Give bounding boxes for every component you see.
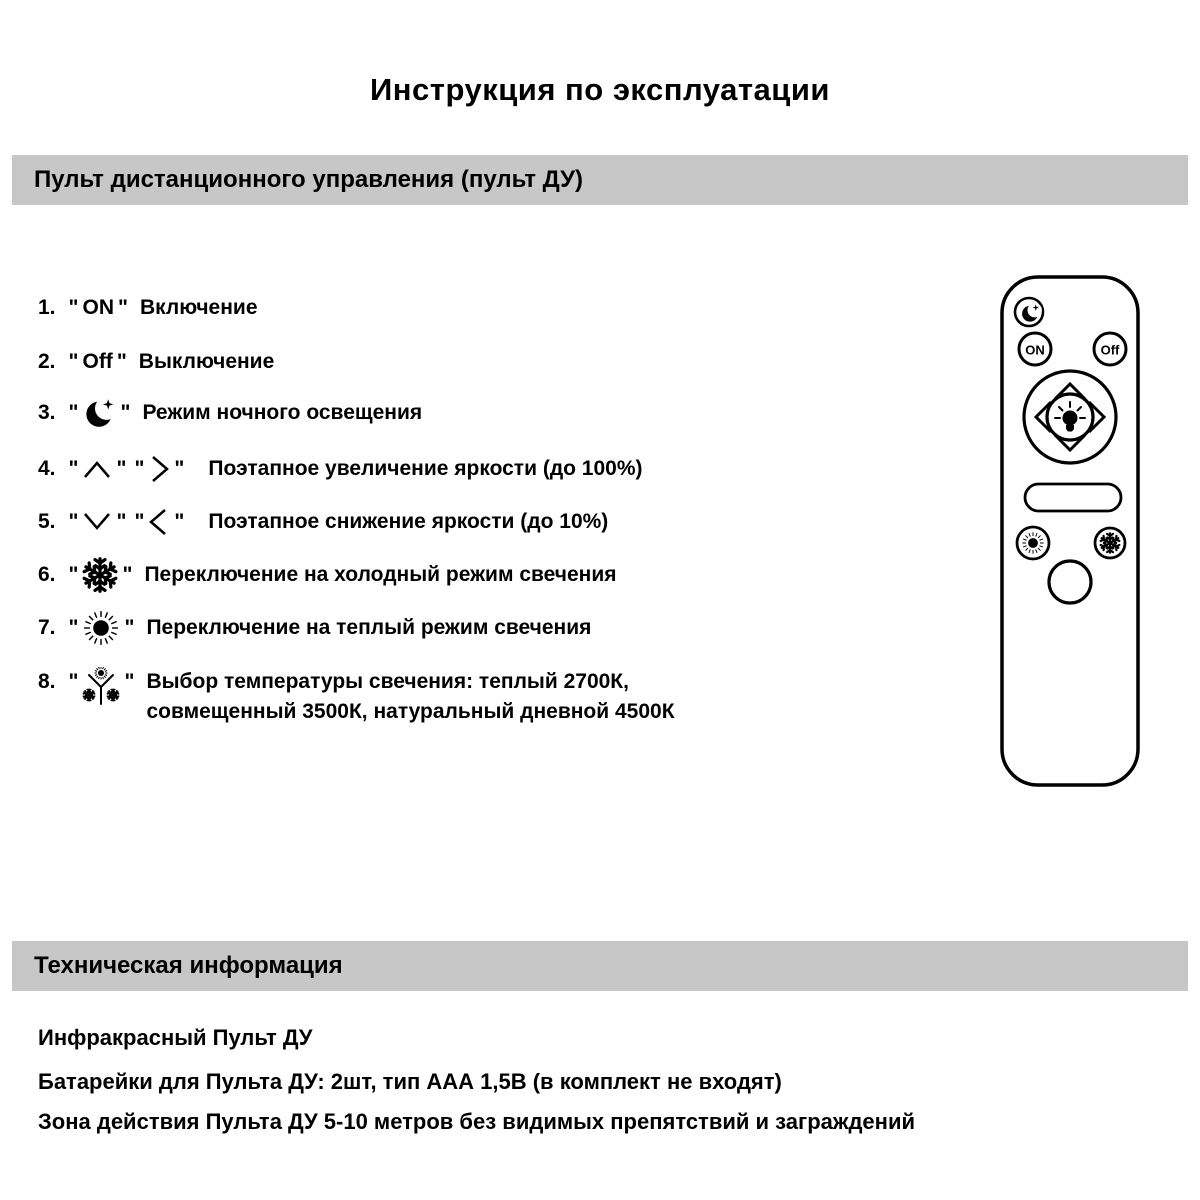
section-header-remote-label: Пульт дистанционного управления (пульт ДУ) [34, 166, 583, 193]
quote-mark: " [116, 510, 127, 533]
quote-mark: " [124, 616, 135, 639]
remote-control-illustration [1000, 275, 1140, 792]
quote-mark: " [116, 350, 127, 373]
quote-mark: " [174, 457, 185, 480]
item-number: 4. [38, 457, 56, 480]
instruction-item-3 [38, 396, 422, 430]
item-label: Поэтапное снижение яркости (до 10%) [208, 510, 609, 533]
item-number: 6. [38, 563, 56, 586]
section-header-remote [12, 155, 1188, 205]
item-label-line-1: Выбор температуры свечения: теплый 2700К, [146, 670, 629, 693]
quote-mark: " [120, 401, 131, 424]
snowflake-icon [82, 557, 118, 593]
quote-mark: " [122, 563, 133, 586]
quote-mark: " [174, 510, 185, 533]
chevron-left-icon [148, 506, 170, 538]
instruction-item-4 [38, 453, 643, 485]
instruction-item-1 [38, 293, 258, 323]
remote-pill-button [1025, 484, 1121, 511]
quote-mark: " [68, 616, 79, 639]
item-number: 2. [38, 350, 56, 373]
remote-warm-button [1017, 527, 1049, 559]
section-header-tech [12, 941, 1188, 991]
item-number: 1. [38, 296, 56, 319]
instruction-item-8 [38, 667, 675, 727]
chevron-down-icon [82, 511, 112, 533]
item-number: 8. [38, 670, 56, 693]
item-label-line-2: совмещенный 3500К, натуральный дневной 4500К [146, 700, 675, 723]
section-header-tech-label: Техническая информация [34, 952, 343, 979]
crescent-moon-icon [82, 396, 116, 430]
quote-mark: " [134, 510, 145, 533]
on-button-label: ON [82, 296, 114, 319]
instruction-item-7 [38, 610, 591, 646]
quote-mark: " [68, 401, 79, 424]
instruction-item-2 [38, 347, 274, 377]
quote-mark: " [68, 296, 79, 319]
tech-info-line-1: Инфракрасный Пульт ДУ [38, 1025, 313, 1050]
quote-mark: " [116, 457, 127, 480]
quote-mark: " [68, 670, 79, 693]
svg-text:ON: ON [1025, 342, 1045, 358]
remote-round-button [1049, 561, 1091, 603]
instruction-item-5 [38, 506, 608, 538]
warm-sun-icon [82, 609, 120, 647]
item-label: Режим ночного освещения [142, 401, 423, 424]
item-label: Переключение на холодный режим свечения [144, 563, 617, 586]
off-button-label: Off [82, 350, 113, 373]
quote-mark: " [134, 457, 145, 480]
tech-info-line-2: Батарейки для Пульта ДУ: 2шт, тип ААА 1,5В (в комплект не входят) [38, 1069, 782, 1094]
quote-mark: " [68, 510, 79, 533]
quote-mark: " [68, 350, 79, 373]
remote-night-mode-button [1015, 298, 1043, 326]
item-number: 5. [38, 510, 56, 533]
quote-mark: " [117, 296, 128, 319]
item-label: Поэтапное увеличение яркости (до 100%) [208, 457, 643, 480]
svg-text:Off: Off [1100, 342, 1120, 358]
item-label: Включение [139, 296, 258, 319]
page-title: Инструкция по эксплуатации [370, 72, 830, 107]
quote-mark: " [124, 670, 135, 693]
tech-info-line-3: Зона действия Пульта ДУ 5-10 метров без видимых препятствий и заграждений [38, 1109, 916, 1134]
remote-cold-button [1095, 528, 1125, 558]
temperature-select-icon [82, 667, 120, 707]
remote-off-button [1094, 333, 1126, 365]
item-label: Переключение на теплый режим свечения [146, 616, 592, 639]
remote-dpad [1024, 371, 1116, 463]
item-number: 7. [38, 616, 56, 639]
instruction-item-6 [38, 558, 617, 592]
quote-mark: " [68, 563, 79, 586]
chevron-up-icon [82, 458, 112, 480]
item-number: 3. [38, 401, 56, 424]
remote-on-button [1019, 333, 1051, 365]
quote-mark: " [68, 457, 79, 480]
item-label: Выключение [138, 350, 275, 373]
chevron-right-icon [148, 453, 170, 485]
